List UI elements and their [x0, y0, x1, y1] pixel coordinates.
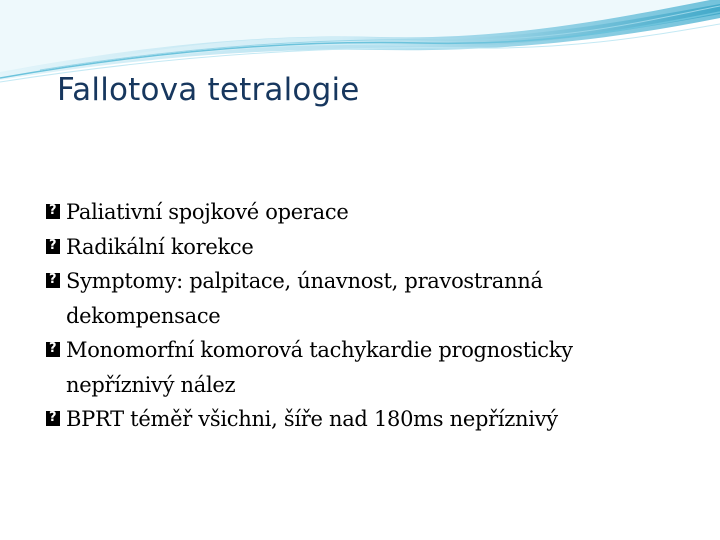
bullet-item	[46, 402, 686, 437]
bullet-text: Paliativní spojkové operace	[66, 200, 349, 224]
slide-title: Fallotova tetralogie	[57, 72, 360, 108]
missing-glyph-icon	[46, 411, 60, 426]
missing-glyph-icon	[46, 273, 60, 288]
bullet-text: Radikální korekce	[66, 234, 254, 259]
bullet-text: Monomorfní komorová tachykardie prognosticky nepříznivý nález	[66, 338, 573, 397]
missing-glyph-icon	[46, 342, 60, 357]
bullet-item	[46, 230, 686, 265]
bullet-list	[46, 195, 686, 437]
bullet-item	[46, 333, 686, 402]
missing-glyph-icon	[46, 204, 60, 219]
bullet-text: BPRT téměř všichni, šíře nad 180ms nepříznivý	[66, 407, 558, 431]
bullet-item	[46, 264, 686, 333]
bullet-text: Symptomy: palpitace, únavnost, pravostranná dekompensace	[66, 269, 543, 328]
missing-glyph-icon	[46, 239, 60, 254]
bullet-item	[46, 195, 686, 230]
